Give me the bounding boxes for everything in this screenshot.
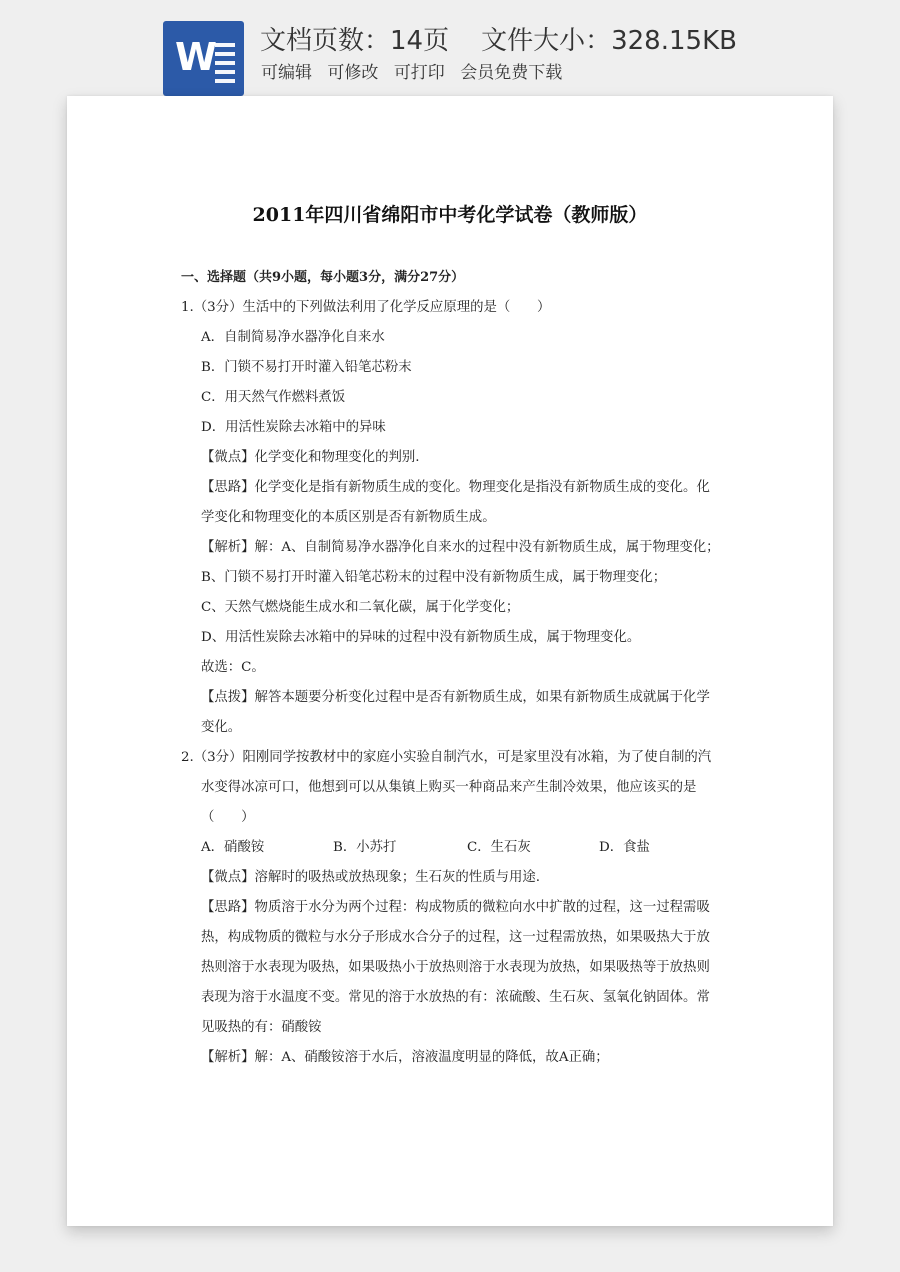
word-document-icon (163, 21, 244, 96)
page-title: 2011年四川省绵阳市中考化学试卷（教师版） (252, 204, 648, 226)
q2-key-point: 【微点】溶解时的吸热或放热现象；生石灰的性质与用途. (201, 870, 541, 885)
feature-list (261, 58, 572, 83)
q2-approach-line-3: 热则溶于水表现为吸热，如果吸热小于放热则溶于水表现为放热，如果吸热等于放热则 (201, 960, 710, 975)
q1-key-point: 【微点】化学变化和物理变化的判别. (201, 450, 420, 465)
q2-approach-line-2: 热，构成物质的微粒与水分子形成水合分子的过程，这一过程需放热，如果吸热大于放 (201, 930, 710, 945)
q1-answer: 故选：C。 (201, 660, 265, 675)
q2-approach-line-4: 表现为溶于水温度不变。常见的溶于水放热的有：浓硫酸、生石灰、氢氧化钠固体。常 (201, 990, 710, 1005)
q2-option-b: B．小苏打 (333, 840, 397, 855)
q2-stem-line-2: 水变得冰凉可口，他想到可以从集镇上购买一种商品来产生制冷效果，他应该买的是 (201, 780, 697, 795)
q1-analysis-line-4: D、用活性炭除去冰箱中的异味的过程中没有新物质生成，属于物理变化。 (201, 630, 641, 645)
q1-analysis-line-1: 【解析】解：A、自制简易净水器净化自来水的过程中没有新物质生成，属于物理变化； (201, 540, 720, 555)
feature-modifiable: 可修改 (327, 63, 379, 83)
word-icon-letter: W (175, 35, 215, 79)
document-page (67, 96, 833, 1226)
feature-member-download: 会员免费下载 (460, 63, 563, 83)
word-icon-lines (215, 43, 235, 88)
page-count: 文档页数：14页 (260, 26, 450, 56)
q2-analysis-line-1: 【解析】解：A、硝酸铵溶于水后，溶液温度明显的降低，故A正确； (201, 1050, 609, 1065)
q1-option-a: A．自制简易净水器净化自来水 (201, 330, 385, 345)
q1-tip-line-2: 变化。 (201, 720, 242, 735)
q1-analysis-line-3: C、天然气燃烧能生成水和二氧化碳，属于化学变化； (201, 600, 520, 615)
q2-approach-line-5: 见吸热的有：硝酸铵 (201, 1020, 322, 1035)
q1-approach-line-2: 学变化和物理变化的本质区别是否有新物质生成。 (201, 510, 496, 525)
q1-approach-line-1: 【思路】化学变化是指有新物质生成的变化。物理变化是指没有新物质生成的变化。化 (201, 480, 710, 495)
q2-stem-line-3: （ ） (201, 810, 255, 825)
q1-analysis-line-2: B、门锁不易打开时灌入铅笔芯粉末的过程中没有新物质生成，属于物理变化； (201, 570, 667, 585)
file-size: 文件大小：328.15KB (481, 26, 737, 56)
q1-option-c: C．用天然气作燃料煮饭 (201, 390, 346, 405)
q2-stem-line-1: 2.（3分）阳刚同学按教材中的家庭小实验自制汽水，可是家里没有冰箱，为了使自制的汽 (181, 750, 712, 765)
q1-option-d: D．用活性炭除去冰箱中的异味 (201, 420, 386, 435)
q2-option-a: A．硝酸铵 (201, 840, 265, 855)
section-heading: 一、选择题（共9小题，每小题3分，满分27分） (181, 270, 465, 285)
q2-option-d: D．食盐 (599, 840, 650, 855)
download-banner (0, 0, 900, 100)
q1-tip-line-1: 【点拨】解答本题要分析变化过程中是否有新物质生成，如果有新物质生成就属于化学 (201, 690, 710, 705)
q2-options (201, 836, 650, 855)
feature-editable: 可编辑 (261, 63, 312, 83)
file-meta (260, 20, 737, 57)
q2-option-c: C．生石灰 (467, 840, 531, 855)
q1-option-b: B．门锁不易打开时灌入铅笔芯粉末 (201, 360, 412, 375)
q1-stem: 1.（3分）生活中的下列做法利用了化学反应原理的是（ ） (181, 300, 551, 315)
q2-approach-line-1: 【思路】物质溶于水分为两个过程：构成物质的微粒向水中扩散的过程，这一过程需吸 (201, 900, 710, 915)
feature-printable: 可打印 (393, 63, 445, 83)
